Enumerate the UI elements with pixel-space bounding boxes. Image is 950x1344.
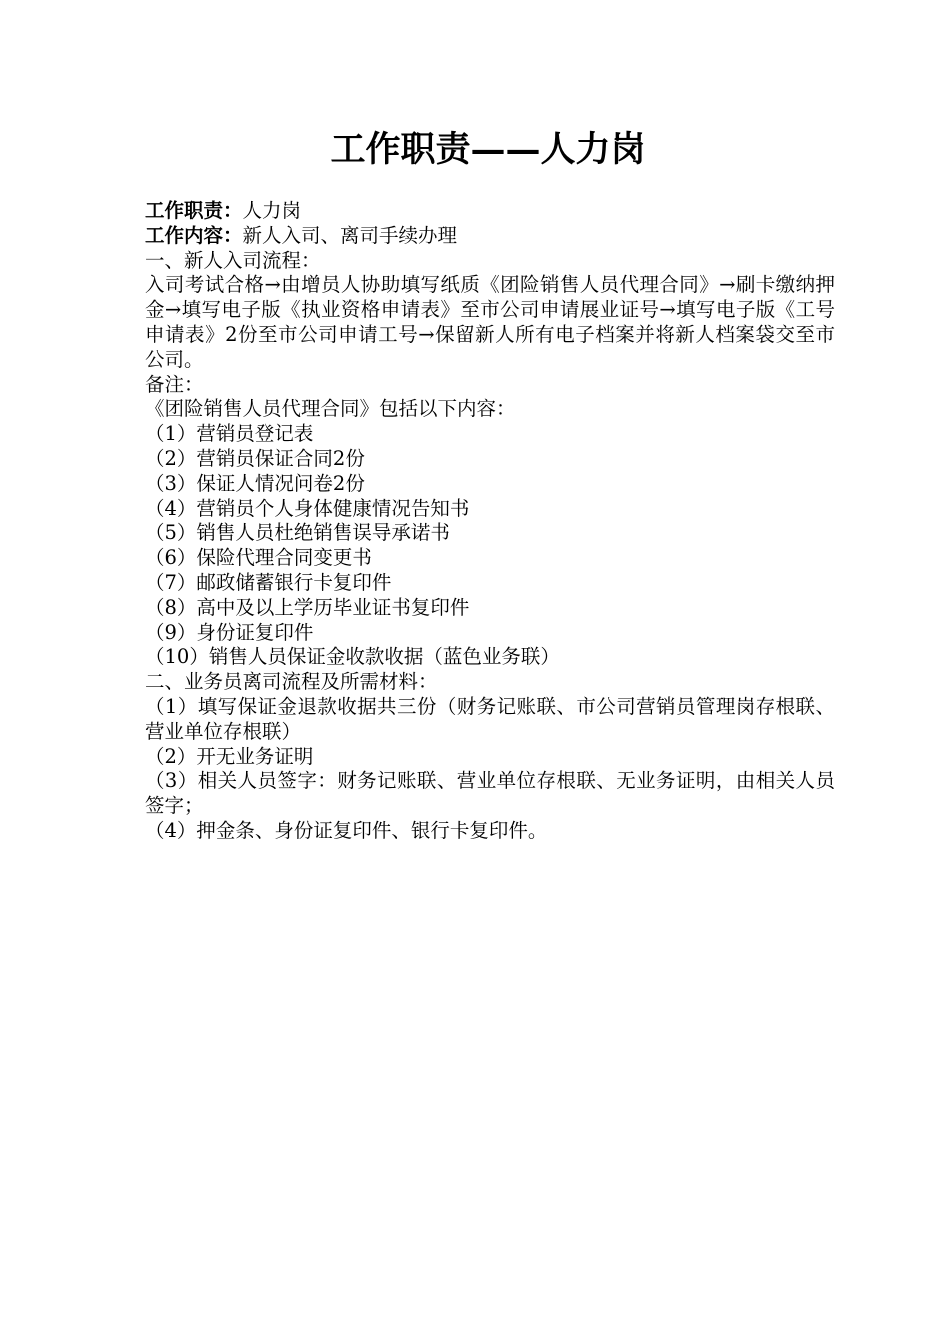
contract-item: （1）营销员登记表 [145, 422, 314, 446]
duty-line [145, 199, 835, 224]
duty-value: 人力岗 [242, 199, 302, 222]
document-body [145, 199, 835, 844]
section1-flow: 入司考试合格→由增员人协助填写纸质《团险销售人员代理合同》→刷卡缴纳押金→填写电子版《执业资格申请表》至市公司申请展业证号→填写电子版《工号申请表》2份至市公司申请工号→保留新人所有电子档案并将新人档案袋交至市公司。 [145, 273, 835, 371]
contract-item: （7）邮政储蓄银行卡复印件 [145, 570, 392, 594]
section2-item: （2）开无业务证明 [145, 744, 314, 768]
contract-item: （3）保证人情况问卷2份 [145, 471, 365, 495]
content-label: 工作内容： [145, 223, 243, 247]
contract-item: （6）保险代理合同变更书 [145, 546, 372, 570]
document-title: 工作职责——人力岗 [330, 129, 646, 170]
contract-intro: 《团险销售人员代理合同》包括以下内容： [145, 397, 516, 421]
section2-heading: 二、业务员离司流程及所需材料： [145, 670, 438, 694]
contract-item: （8）高中及以上学历毕业证书复印件 [145, 595, 470, 619]
section2-item: （1）填写保证金退款收据共三份（财务记账联、市公司营销员管理岗存根联、营业单位存根联） [145, 694, 835, 743]
remark-label: 备注： [145, 372, 204, 396]
contract-item: （10）销售人员保证金收款收据（蓝色业务联） [145, 645, 560, 669]
contract-item: （2）营销员保证合同2份 [145, 446, 365, 470]
contract-item: （4）营销员个人身体健康情况告知书 [145, 496, 470, 520]
section2-item: （4）押金条、身份证复印件、银行卡复印件。 [145, 818, 548, 842]
contract-item: （9）身份证复印件 [145, 620, 314, 644]
content-line [145, 224, 835, 249]
duty-label: 工作职责： [145, 199, 243, 222]
content-value: 新人入司、离司手续办理 [242, 223, 458, 247]
section1-heading: 一、新人入司流程： [145, 248, 321, 272]
contract-item: （5）销售人员杜绝销售误导承诺书 [145, 521, 450, 545]
section2-item: （3）相关人员签字：财务记账联、营业单位存根联、无业务证明，由相关人员签字； [145, 769, 835, 818]
